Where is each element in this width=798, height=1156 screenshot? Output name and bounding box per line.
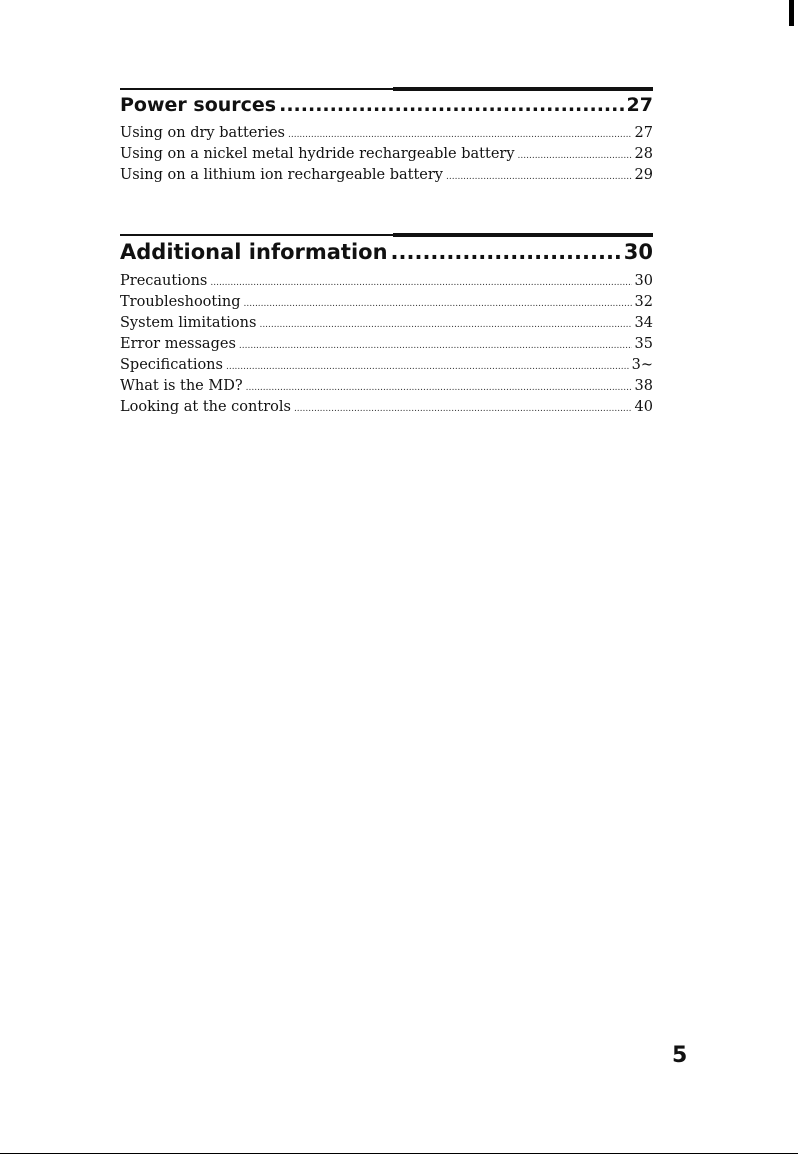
dot-leader [446, 168, 632, 187]
section-heading [120, 94, 653, 116]
toc-entry [120, 356, 653, 377]
toc-entry [120, 335, 653, 356]
section-rule [120, 88, 653, 90]
toc-entry [120, 124, 653, 145]
toc-entry [120, 145, 653, 166]
section-rule [120, 234, 653, 236]
section-page: 30 [623, 240, 653, 264]
dot-leader [288, 126, 632, 145]
entry-label: Using on a lithium ion rechargeable battery [120, 167, 444, 183]
dot-leader [279, 94, 623, 116]
toc-section-power-sources [120, 88, 653, 187]
toc-entry [120, 166, 653, 187]
dot-leader [226, 358, 629, 377]
toc-section-additional-information [120, 234, 653, 419]
entry-page: 32 [634, 294, 653, 310]
dot-leader [239, 337, 632, 356]
entry-label: System limitations [120, 315, 257, 331]
section-page: 27 [626, 94, 653, 116]
page-number: 5 [672, 1043, 688, 1068]
toc-entry [120, 314, 653, 335]
dot-leader [391, 240, 621, 264]
entry-page: 30 [634, 273, 653, 289]
toc-entry [120, 398, 653, 419]
entry-page: 28 [634, 146, 653, 162]
toc-entry [120, 293, 653, 314]
dot-leader [518, 147, 632, 166]
entry-label: Specifications [120, 357, 223, 373]
entry-page: 29 [634, 167, 653, 183]
page-edge-line [0, 1153, 798, 1154]
section-heading [120, 240, 653, 264]
toc-entry [120, 377, 653, 398]
entry-page: 34 [634, 315, 653, 331]
entry-page: 3~ [631, 357, 653, 373]
dot-leader [246, 379, 632, 398]
entry-page: 35 [634, 336, 653, 352]
toc-entry [120, 272, 653, 293]
dot-leader [259, 316, 631, 335]
entry-label: Error messages [120, 336, 236, 352]
toc-entries [120, 272, 653, 419]
crop-mark [789, 0, 794, 26]
section-title: Additional information [120, 240, 388, 264]
entry-label: Using on a nickel metal hydride rechargeable battery [120, 146, 515, 162]
dot-leader [294, 400, 632, 419]
entry-label: Troubleshooting [120, 294, 241, 310]
entry-page: 27 [634, 125, 653, 141]
toc-entries [120, 124, 653, 187]
entry-label: What is the MD? [120, 378, 243, 394]
entry-label: Precautions [120, 273, 208, 289]
entry-page: 38 [634, 378, 653, 394]
section-title: Power sources [120, 94, 277, 116]
entry-label: Looking at the controls [120, 399, 291, 415]
dot-leader [210, 274, 631, 293]
entry-label: Using on dry batteries [120, 125, 285, 141]
entry-page: 40 [634, 399, 653, 415]
dot-leader [244, 295, 632, 314]
